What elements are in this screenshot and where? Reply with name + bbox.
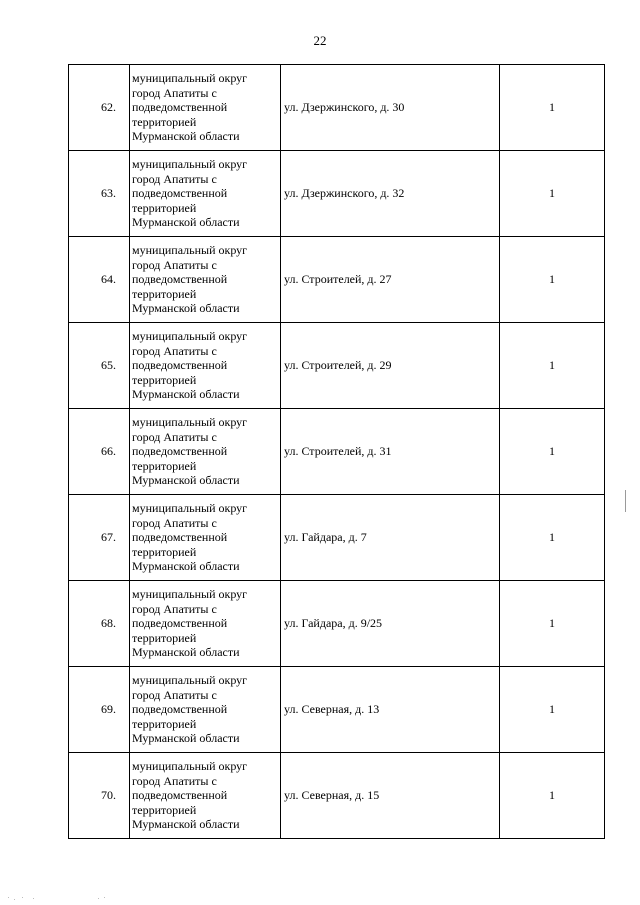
district-cell: [130, 151, 281, 237]
district-text: муниципальный округ город Апатиты с подведомственной территорией Мурманской области: [132, 243, 248, 316]
count-cell: 1: [500, 495, 605, 581]
table-row: [69, 581, 605, 667]
page-number: 22: [313, 33, 327, 48]
count-cell: 1: [500, 409, 605, 495]
scan-dot: [98, 898, 99, 899]
district-cell: [130, 495, 281, 581]
district-cell: [130, 667, 281, 753]
row-number-cell: 66.: [69, 409, 130, 495]
district-text: муниципальный округ город Апатиты с подведомственной территорией Мурманской области: [132, 587, 248, 660]
row-number-cell: 65.: [69, 323, 130, 409]
address-cell: ул. Дзержинского, д. 32: [281, 151, 500, 237]
table-row: [69, 151, 605, 237]
count-cell: 1: [500, 581, 605, 667]
district-text: муниципальный округ город Апатиты с подведомственной территорией Мурманской области: [132, 71, 248, 144]
address-cell: ул. Дзержинского, д. 30: [281, 65, 500, 151]
district-cell: [130, 753, 281, 839]
scan-dot: [33, 898, 34, 899]
district-cell: [130, 65, 281, 151]
row-number-cell: 70.: [69, 753, 130, 839]
table-row: [69, 667, 605, 753]
scan-dot: [8, 897, 9, 898]
table-row: [69, 65, 605, 151]
table-row: [69, 409, 605, 495]
addresses-table-body: [69, 65, 605, 839]
scan-artifact-dots: [0, 896, 640, 902]
district-text: муниципальный округ город Апатиты с подведомственной территорией Мурманской области: [132, 329, 248, 402]
count-cell: 1: [500, 667, 605, 753]
count-cell: 1: [500, 237, 605, 323]
district-cell: [130, 237, 281, 323]
row-number-cell: 64.: [69, 237, 130, 323]
district-text: муниципальный округ город Апатиты с подведомственной территорией Мурманской области: [132, 501, 248, 574]
row-number-cell: 63.: [69, 151, 130, 237]
scan-dot: [22, 897, 23, 898]
scan-dot: [104, 897, 105, 898]
count-cell: 1: [500, 65, 605, 151]
row-number-cell: 62.: [69, 65, 130, 151]
addresses-table: [68, 64, 605, 839]
district-cell: [130, 581, 281, 667]
count-cell: 1: [500, 323, 605, 409]
row-number-cell: 69.: [69, 667, 130, 753]
table-row: [69, 237, 605, 323]
row-number-cell: 68.: [69, 581, 130, 667]
district-text: муниципальный округ город Апатиты с подведомственной территорией Мурманской области: [132, 415, 248, 488]
address-cell: ул. Северная, д. 13: [281, 667, 500, 753]
scan-edge-mark: [625, 490, 626, 512]
address-cell: ул. Гайдара, д. 7: [281, 495, 500, 581]
address-cell: ул. Строителей, д. 29: [281, 323, 500, 409]
table-row: [69, 323, 605, 409]
district-text: муниципальный округ город Апатиты с подведомственной территорией Мурманской области: [132, 759, 248, 832]
address-cell: ул. Северная, д. 15: [281, 753, 500, 839]
address-cell: ул. Строителей, д. 31: [281, 409, 500, 495]
table-row: [69, 495, 605, 581]
table-row: [69, 753, 605, 839]
scan-dot: [14, 899, 15, 900]
district-text: муниципальный округ город Апатиты с подведомственной территорией Мурманской области: [132, 157, 248, 230]
district-cell: [130, 409, 281, 495]
row-number-cell: 67.: [69, 495, 130, 581]
count-cell: 1: [500, 753, 605, 839]
address-cell: ул. Строителей, д. 27: [281, 237, 500, 323]
district-cell: [130, 323, 281, 409]
address-cell: ул. Гайдара, д. 9/25: [281, 581, 500, 667]
district-text: муниципальный округ город Апатиты с подведомственной территорией Мурманской области: [132, 673, 248, 746]
count-cell: 1: [500, 151, 605, 237]
